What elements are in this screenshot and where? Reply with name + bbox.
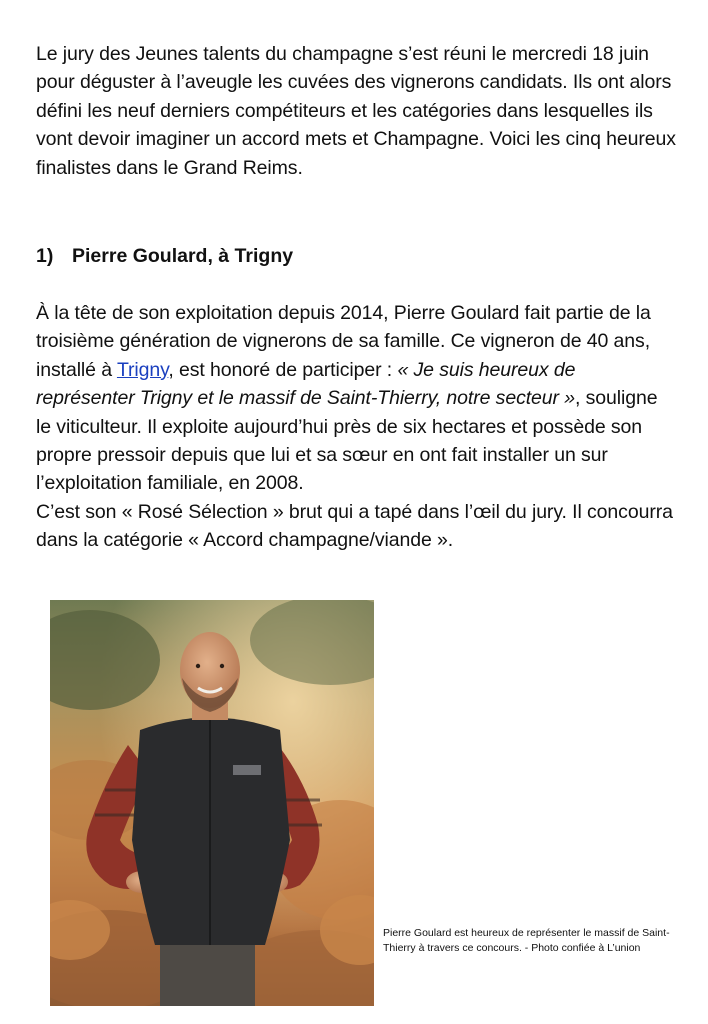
quote-text: « Je suis heureux de représenter Trigny et le massif de Saint-Thierry, notre secteur » xyxy=(36,358,576,410)
caption-line-2: Thierry à travers ce concours. - Photo confiée à L’union xyxy=(383,942,641,954)
section-heading xyxy=(36,242,293,270)
caption-line-1: Pierre Goulard est heureux de représenter le massif de Saint- xyxy=(383,927,670,939)
portrait-photo xyxy=(50,600,374,1006)
paragraph-text-rest: , souligne le viticulteur. Il exploite aujourd’hui près de six hectares et possède son propre pressoir depuis que lui et sa sœur en ont fait installer un sur l’exploitation familiale, en 2008. xyxy=(36,387,658,495)
paragraph-text-mid: , est honoré de participer : xyxy=(168,358,398,381)
heading-number: 1) xyxy=(36,245,54,267)
heading-text: Pierre Goulard, à Trigny xyxy=(72,245,294,267)
trigny-link[interactable]: Trigny xyxy=(116,358,169,381)
body-paragraph xyxy=(36,299,676,555)
intro-paragraph: Le jury des Jeunes talents du champagne s’est réuni le mercredi 18 juin pour déguster à l’aveugle les cuvées des vignerons candidats. Ils ont alors défini les neuf derniers compétiteurs et les catégories dans lesquelles ils vont devoir imaginer un accord mets et Champagne. Voici les cinq heureux finalistes dans le Grand Reims. xyxy=(36,43,676,179)
paragraph-text-start: À la tête de son exploitation depuis 2014, Pierre Goulard fait partie de la troisième génération de vignerons de sa famille. Ce vigneron de 40 ans, installé à xyxy=(36,302,651,381)
second-paragraph: C’est son « Rosé Sélection » brut qui a tapé dans l’œil du jury. Il concourra dans la catégorie « Accord champagne/viande ». xyxy=(36,500,673,552)
photo-caption xyxy=(383,926,708,956)
